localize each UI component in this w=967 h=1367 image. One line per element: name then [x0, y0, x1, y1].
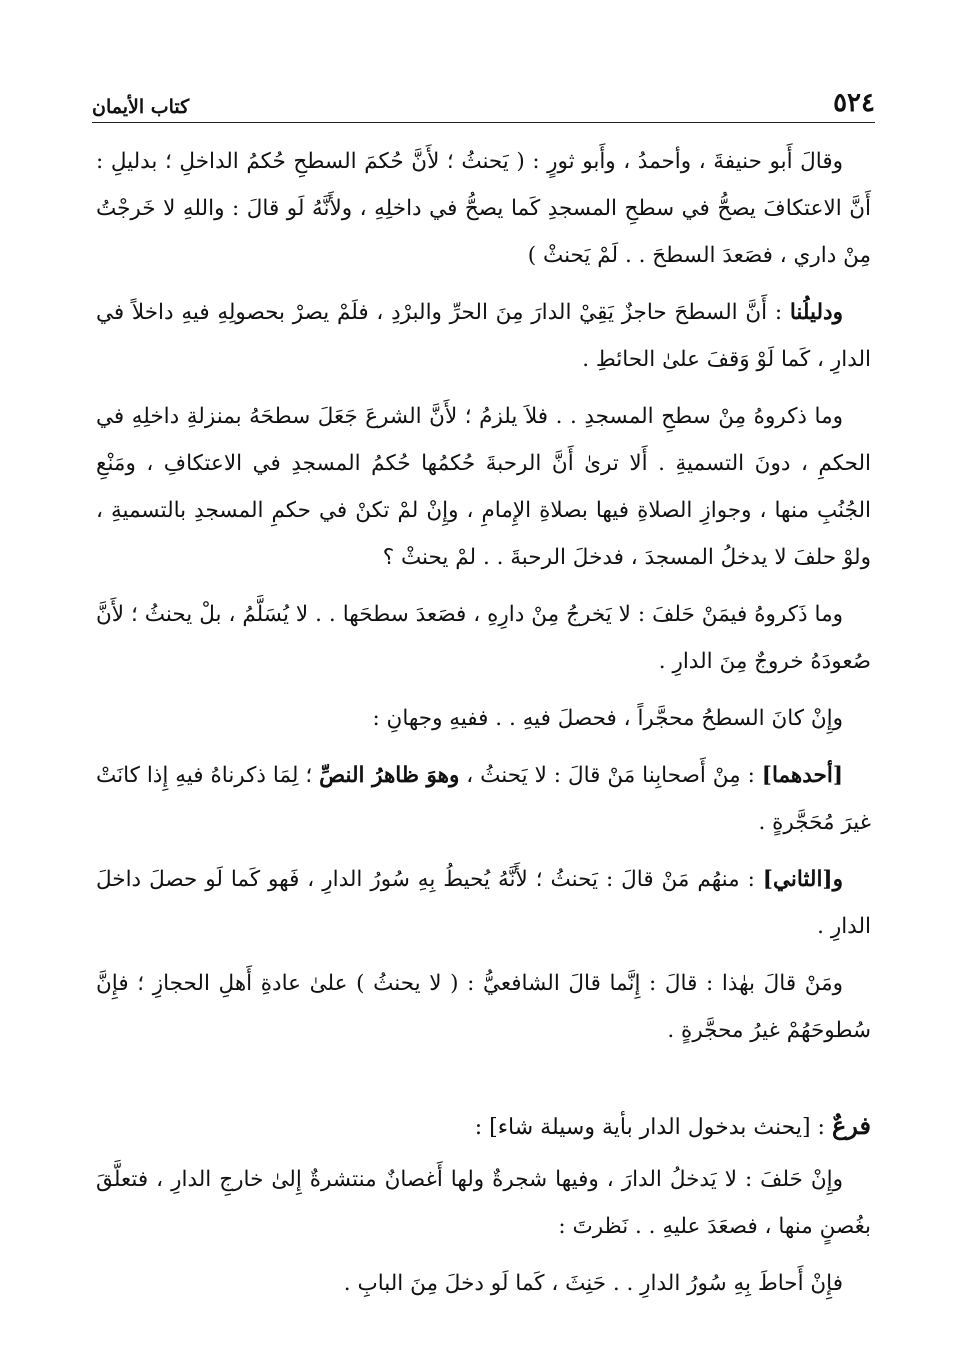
paragraph — [96, 856, 871, 950]
paragraph — [96, 289, 871, 383]
paragraph — [96, 393, 871, 581]
paragraph-text: فإِنْ أَحاطَ بِهِ سُورُ الدارِ . . حَنِثَ ، كَما لَو دخلَ مِنَ البابِ . — [343, 1271, 843, 1296]
paragraph-text: : مِنْ أَصحابِنا مَنْ قالَ : لا يَحنثُ ، — [459, 763, 762, 788]
section-heading — [96, 1106, 871, 1148]
paragraph — [96, 752, 871, 846]
paragraph-text: وإِنْ كانَ السطحُ محجَّراً ، فحصلَ فيهِ . . ففيهِ وجهانِ : — [372, 706, 843, 731]
page-body — [96, 138, 871, 1317]
page-number: ٥٢٤ — [833, 88, 875, 118]
paragraph-lead: ودليلُنا — [789, 300, 843, 325]
paragraph-text: وما ذكروهُ مِنْ سطحِ المسجدِ . . فلاَ يلزمُ ؛ لأَنَّ الشرعَ جَعَلَ سطحَهُ بمنزلةِ داخلِهِ في الحكمِ ، دونَ التسميةِ . أَلا ترىٰ أَنَّ الرحبةَ حُكمُها حُكمُ المسجدِ في الاعتكافِ ، ومَنْعِ الجُنُبِ منها ، وجوازِ الصلاةِ فيها بصلاةِ الإِمامِ ، وإِنْ لمْ تكنْ في حكمِ المسجدِ بالتسميةِ ، ولوْ حلفَ لا يدخلُ المسجدَ ، فدخلَ الرحبةَ . . لمْ يحنثْ ؟ — [96, 404, 871, 570]
page-header — [92, 82, 875, 123]
section-gap — [96, 1064, 871, 1106]
paragraph — [96, 960, 871, 1054]
paragraph-lead: و[الثاني] — [762, 867, 843, 892]
paragraph — [96, 695, 871, 742]
paragraph — [96, 1156, 871, 1250]
paragraph — [96, 591, 871, 685]
book-title: كتاب الأيمان — [92, 96, 190, 118]
paragraph-lead: [أحدهما] — [761, 763, 843, 788]
paragraph-text: وقالَ أَبو حنيفةَ ، وأحمدُ ، وأَبو ثورٍ : ( يَحنثُ ؛ لأَنَّ حُكمَ السطحِ حُكمُ الداخلِ ؛ بدليلِ : أَنَّ الاعتكافَ يصحُّ في سطحِ المسجدِ كَما يصحُّ في داخلِهِ ، ولأَنَّهُ لَو قالَ : واللهِ لا خَرجْتُ مِنْ داري ، فصَعدَ السطحَ . . لَمْ يَحنثْ ) — [96, 149, 871, 268]
paragraph-text: ومَنْ قالَ بهٰذا : قالَ : إِنَّما قالَ الشافعيُّ : ( لا يحنثُ ) علىٰ عادةِ أَهلِ الحجازِ ؛ فإِنَّ سُطوحَهُمْ غيرُ محجَّرةٍ . — [96, 971, 871, 1043]
paragraph — [96, 138, 871, 279]
paragraph-tail: ؛ لِمَا ذكرناهُ فيهِ إِذا كانَتْ غيرَ مُحَجَّرةٍ . — [96, 763, 871, 835]
far-heading: : [يحنث بدخول الدار بأية وسيلة شاء] : — [474, 1115, 832, 1140]
far-label: فرعٌ — [831, 1111, 871, 1140]
paragraph-bold-phrase: وهوَ ظاهرُ النصِّ — [319, 763, 460, 788]
paragraph-text: : منهُم مَنْ قالَ : يَحنثُ ؛ لأَنَّهُ يُحيطُ بِهِ سُورُ الدارِ ، فَهو كَما لَو حصلَ داخلَ الدارِ . — [96, 867, 871, 939]
paragraph-text: وما ذَكروهُ فيمَنْ حَلفَ : لا يَخرجُ مِنْ دارِهِ ، فصَعدَ سطحَها . . لا يُسَلَّمُ ، بلْ يحنثُ ؛ لأَنَّ صُعودَهُ خروجٌ مِنَ الدارِ . — [96, 602, 871, 674]
paragraph — [96, 1260, 871, 1307]
paragraph-text: وإِنْ حَلفَ : لا يَدخلُ الدارَ ، وفيها شجرةٌ ولها أَغصانٌ منتشرةٌ إِلىٰ خارجِ الدارِ ، فتعلَّقَ بغُصنٍ منها ، فصعَدَ عليهِ . . نَظرتَ : — [96, 1167, 871, 1239]
paragraph-text: : أَنَّ السطحَ حاجزٌ يَقِيْ الدارَ مِنَ الحرِّ والبرْدِ ، فلَمْ يصرْ بحصولِهِ فيهِ داخلاً في الدارِ ، كَما لَوْ وَقفَ علىٰ الحائطِ . — [96, 300, 871, 372]
